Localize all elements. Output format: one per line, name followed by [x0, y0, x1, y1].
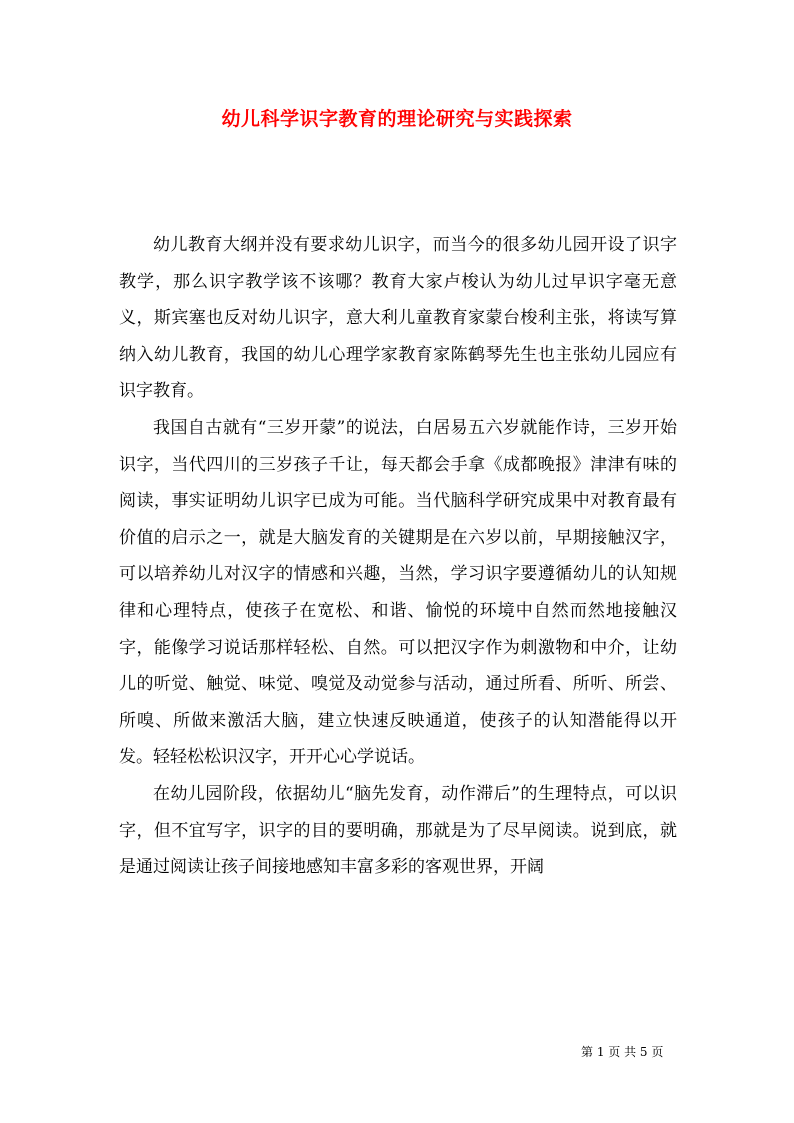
document-body [119, 227, 677, 886]
paragraph-1: 幼儿教育大纲并没有要求幼儿识字，而当今的很多幼儿园开设了识字教学，那么识字教学该不该哪？教育大家卢梭认为幼儿过早识字毫无意义，斯宾塞也反对幼儿识字，意大利儿童教育家蒙台梭利主张，将读写算纳入幼儿教育，我国的幼儿心理学家教育家陈鹤琴先生也主张幼儿园应有识字教育。 [119, 235, 677, 402]
document-title: 幼儿科学识字教育的理论研究与实践探索 [221, 108, 573, 130]
page-number-label: 第 1 页 共 5 页 [581, 1045, 664, 1059]
paragraph-3: 在幼儿园阶段，依据幼儿“脑先发育，动作滞后”的生理特点，可以识字，但不宜写字，识字的目的要明确，那就是为了尽早阅读。说到底，就是通过阅读让孩子间接地感知丰富多彩的客观世界，开阔 [119, 783, 677, 878]
paragraph-2: 我国自古就有“三岁开蒙”的说法，白居易五六岁就能作诗，三岁开始识字，当代四川的三岁孩子千让，每天都会手拿《成都晚报》津津有味的阅读，事实证明幼儿识字已成为可能。当代脑科学研究成果中对教育最有价值的启示之一，就是大脑发育的关键期是在六岁以前，早期接触汉字，可以培养幼儿对汉字的情感和兴趣，当然，学习识字要遵循幼儿的认知规律和心理特点，使孩子在宽松、和谐、愉悦的环境中自然而然地接触汉字，能像学习说话那样轻松、自然。可以把汉字作为刺激物和中介，让幼儿的听觉、触觉、味觉、嗅觉及动觉参与活动，通过所看、所听、所尝、所嗅、所做来激活大脑，建立快速反映通道，使孩子的认知潜能得以开发。轻轻松松识汉字，开开心心学说话。 [119, 417, 677, 768]
page-footer [581, 1043, 663, 1060]
